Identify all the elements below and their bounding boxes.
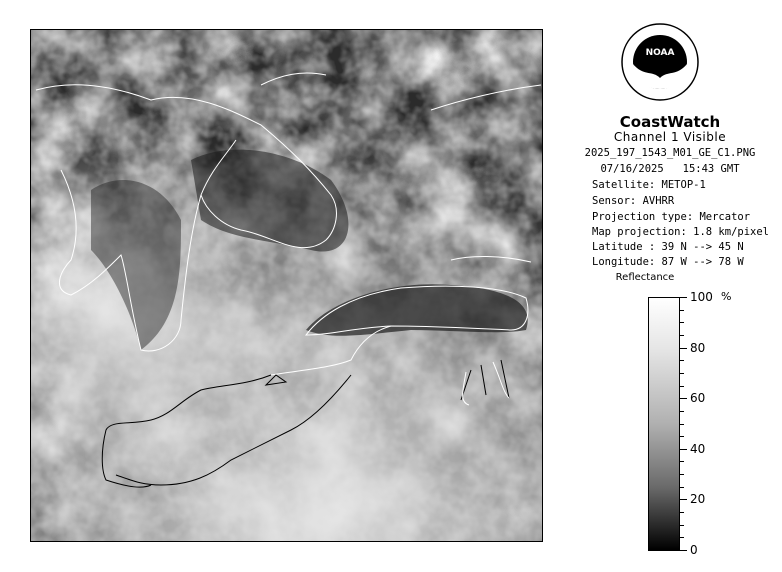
reflectance-colorbar	[648, 297, 680, 551]
colorbar-tick	[680, 550, 687, 551]
colorbar-tick	[680, 499, 687, 500]
colorbar-tick	[680, 525, 684, 526]
colorbar-tick	[680, 297, 687, 298]
longitude-label: Longitude: 87 W --> 78 W	[592, 256, 744, 268]
colorbar-tick-label: 80	[690, 341, 706, 355]
colorbar-tick-label: 20	[690, 492, 706, 506]
colorbar-tick	[680, 537, 684, 538]
colorbar-tick	[680, 335, 684, 336]
colorbar-tick	[680, 398, 687, 399]
colorbar-tick	[680, 512, 684, 513]
acquisition-datetime: 07/16/2025 15:43 GMT	[600, 163, 740, 175]
colorbar-tick	[680, 360, 684, 361]
colorbar-tick	[680, 310, 684, 311]
colorbar-ticks	[680, 290, 740, 557]
satellite-image	[30, 29, 543, 542]
colorbar-tick	[680, 436, 684, 437]
colorbar-tick	[680, 322, 684, 323]
colorbar-title: Reflectance	[615, 272, 675, 283]
colorbar-tick	[680, 348, 687, 349]
satellite-label: Satellite: METOP-1	[592, 179, 706, 191]
projection-type-label: Projection type: Mercator	[592, 211, 751, 223]
colorbar-tick-label: 100	[690, 290, 713, 304]
colorbar-tick	[680, 386, 684, 387]
colorbar-unit: %	[721, 290, 732, 303]
colorbar-tick-label: 40	[690, 442, 706, 456]
latitude-label: Latitude : 39 N --> 45 N	[592, 241, 744, 253]
colorbar-tick	[680, 487, 684, 488]
image-filename: 2025_197_1543_M01_GE_C1.PNG	[584, 147, 756, 159]
colorbar-tick	[680, 424, 684, 425]
colorbar-tick-label: 60	[690, 391, 706, 405]
svg-text:NOAA: NOAA	[645, 48, 675, 58]
colorbar-tick	[680, 411, 684, 412]
colorbar-tick	[680, 449, 687, 450]
sensor-label: Sensor: AVHRR	[592, 195, 675, 207]
colorbar-tick	[680, 373, 684, 374]
colorbar-tick-label: 0	[690, 543, 698, 557]
noaa-logo	[620, 22, 700, 102]
colorbar-tick	[680, 461, 684, 462]
satellite-map	[31, 30, 543, 542]
app-title: CoastWatch	[619, 113, 721, 131]
channel-subtitle: Channel 1 Visible	[613, 130, 727, 144]
colorbar-tick	[680, 474, 684, 475]
map-projection-label: Map projection: 1.8 km/pixel	[592, 226, 770, 238]
